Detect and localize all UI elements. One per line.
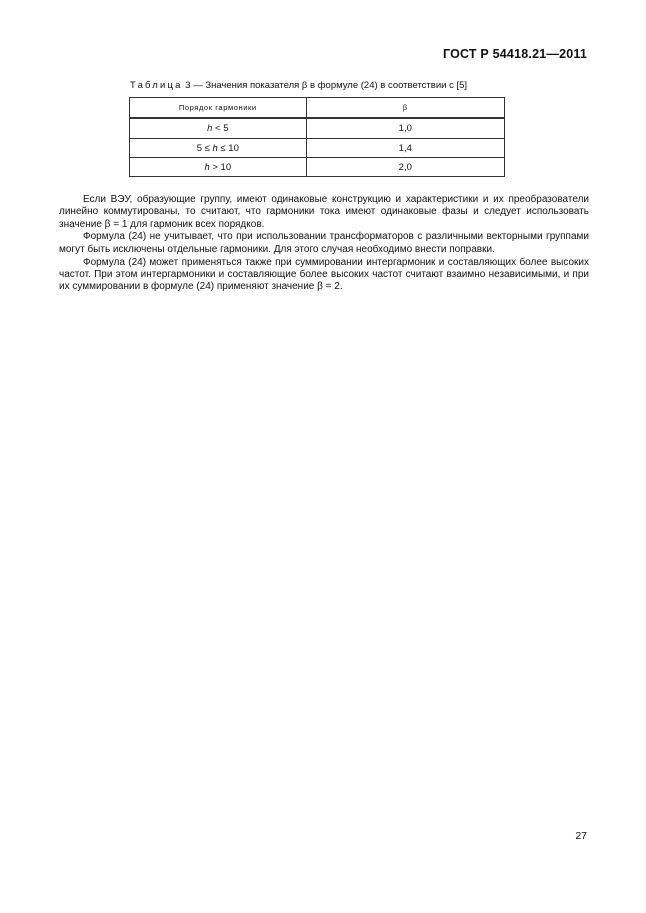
body-text (59, 194, 589, 294)
harmonic-order-cell: h < 5 (130, 118, 307, 139)
header-harmonic-order: Порядок гармоники (130, 98, 307, 119)
table-row (130, 118, 505, 139)
table-caption-label: Таблица (130, 80, 183, 91)
beta-value-cell: 1,4 (306, 139, 504, 158)
document-code: ГОСТ Р 54418.21—2011 (442, 47, 587, 61)
table-row (130, 139, 505, 158)
page-number: 27 (575, 830, 587, 842)
table-header-row (130, 98, 505, 119)
table-row (130, 158, 505, 177)
harmonic-order-cell: 5 ≤ h ≤ 10 (130, 139, 307, 158)
beta-values-table (129, 97, 505, 177)
table-caption-text: 3 — Значения показателя β в формуле (24) в соответствии с [5] (182, 80, 468, 91)
paragraph: Если ВЭУ, образующие группу, имеют одинаковые конструкцию и характеристики и их преобразователи линейно коммутированы, то считают, что гармоники тока имеют одинаковые фазы и следует использовать значение β = 1 для гармоник всех порядков. (59, 194, 589, 230)
table-caption (130, 80, 467, 91)
paragraph: Формула (24) не учитывает, что при использовании трансформаторов с различными векторными группами могут быть исключены отдельные гармоники. Для этого случая необходимо внести поправки. (59, 231, 589, 255)
harmonic-order-cell: h > 10 (130, 158, 307, 177)
header-beta: β (306, 98, 504, 119)
beta-value-cell: 2,0 (306, 158, 504, 177)
beta-value-cell: 1,0 (306, 118, 504, 139)
paragraph: Формула (24) может применяться также при суммировании интергармоник и составляющих более высоких частот. При этом интергармоники и составляющие более высоких частот считают взаимно независимыми, и при их суммировании в формуле (24) применяют значение β = 2. (59, 256, 589, 293)
